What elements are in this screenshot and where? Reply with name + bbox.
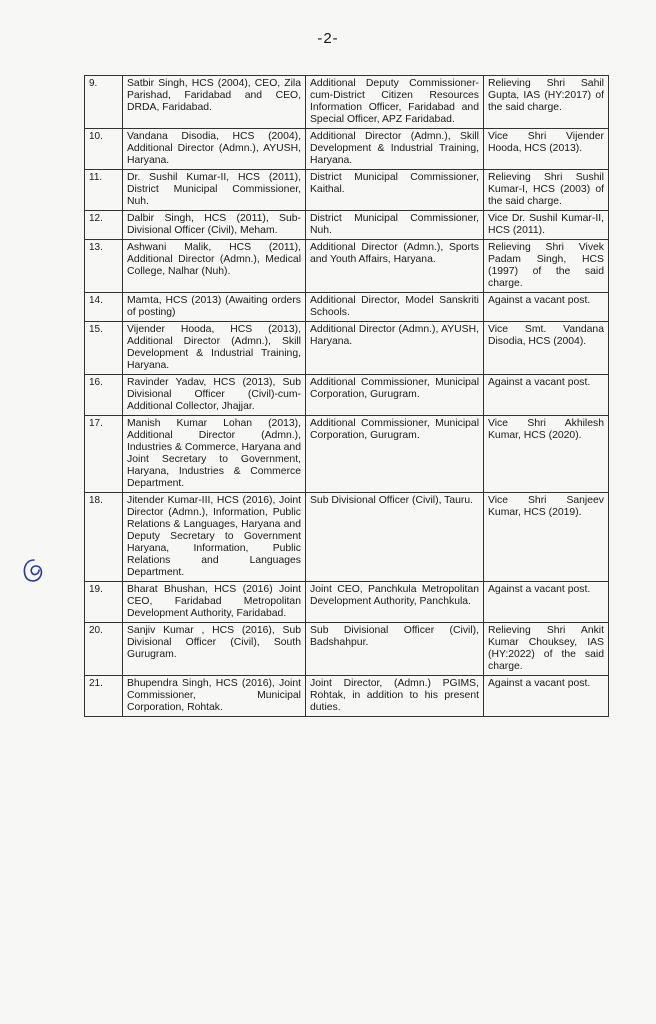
table-row (85, 240, 609, 293)
remarks: Against a vacant post. (484, 293, 609, 322)
table-row (85, 170, 609, 211)
officer-details: Vandana Disodia, HCS (2004), Additional Director (Admn.), AYUSH, Haryana. (123, 129, 306, 170)
posting-orders-table (84, 75, 609, 717)
handwritten-initial-mark (20, 556, 46, 591)
table-row (85, 493, 609, 582)
new-posting: Additional Deputy Commissioner-cum-District Citizen Resources Information Officer, Faridabad and Special Officer, APZ Faridabad. (306, 76, 484, 129)
table-row (85, 293, 609, 322)
table-row (85, 211, 609, 240)
officer-details: Ravinder Yadav, HCS (2013), Sub Divisional Officer (Civil)-cum-Additional Collector, Jhajjar. (123, 375, 306, 416)
serial-number: 19. (85, 582, 123, 623)
officer-details: Bharat Bhushan, HCS (2016) Joint CEO, Faridabad Metropolitan Development Authority, Faridabad. (123, 582, 306, 623)
officer-details: Dr. Sushil Kumar-II, HCS (2011), District Municipal Commissioner, Nuh. (123, 170, 306, 211)
new-posting: Additional Director, Model Sanskriti Schools. (306, 293, 484, 322)
table-row (85, 76, 609, 129)
table-row (85, 582, 609, 623)
officer-details: Bhupendra Singh, HCS (2016), Joint Commissioner, Municipal Corporation, Rohtak. (123, 676, 306, 717)
serial-number: 18. (85, 493, 123, 582)
new-posting: District Municipal Commissioner, Kaithal. (306, 170, 484, 211)
officer-details: Ashwani Malik, HCS (2011), Additional Director (Admn.), Medical College, Nalhar (Nuh). (123, 240, 306, 293)
remarks: Against a vacant post. (484, 375, 609, 416)
new-posting: Additional Director (Admn.), AYUSH, Haryana. (306, 322, 484, 375)
serial-number: 17. (85, 416, 123, 493)
serial-number: 9. (85, 76, 123, 129)
new-posting: Sub Divisional Officer (Civil), Badshahpur. (306, 623, 484, 676)
serial-number: 16. (85, 375, 123, 416)
remarks: Against a vacant post. (484, 676, 609, 717)
new-posting: Sub Divisional Officer (Civil), Tauru. (306, 493, 484, 582)
remarks: Vice Shri Sanjeev Kumar, HCS (2019). (484, 493, 609, 582)
officer-details: Sanjiv Kumar , HCS (2016), Sub Divisional Officer (Civil), South Gurugram. (123, 623, 306, 676)
new-posting: Additional Director (Admn.), Skill Development & Industrial Training, Haryana. (306, 129, 484, 170)
officer-details: Mamta, HCS (2013) (Awaiting orders of posting) (123, 293, 306, 322)
remarks: Relieving Shri Ankit Kumar Chouksey, IAS (HY:2022) of the said charge. (484, 623, 609, 676)
serial-number: 21. (85, 676, 123, 717)
serial-number: 12. (85, 211, 123, 240)
remarks: Relieving Shri Sahil Gupta, IAS (HY:2017) of the said charge. (484, 76, 609, 129)
new-posting: Additional Director (Admn.), Sports and Youth Affairs, Haryana. (306, 240, 484, 293)
table-row (85, 322, 609, 375)
table-row (85, 623, 609, 676)
table-row (85, 416, 609, 493)
serial-number: 10. (85, 129, 123, 170)
serial-number: 14. (85, 293, 123, 322)
new-posting: Additional Commissioner, Municipal Corporation, Gurugram. (306, 375, 484, 416)
new-posting: Additional Commissioner, Municipal Corporation, Gurugram. (306, 416, 484, 493)
remarks: Vice Shri Vijender Hooda, HCS (2013). (484, 129, 609, 170)
officer-details: Jitender Kumar-III, HCS (2016), Joint Director (Admn.), Information, Public Relations & Languages, Haryana and Deputy Secretary to Government Haryana, Information, Public Relations and Languages Department. (123, 493, 306, 582)
remarks: Against a vacant post. (484, 582, 609, 623)
serial-number: 15. (85, 322, 123, 375)
remarks: Vice Shri Akhilesh Kumar, HCS (2020). (484, 416, 609, 493)
new-posting: District Municipal Commissioner, Nuh. (306, 211, 484, 240)
table-row (85, 129, 609, 170)
officer-details: Vijender Hooda, HCS (2013), Additional Director (Admn.), Skill Development & Industrial Training, Haryana. (123, 322, 306, 375)
new-posting: Joint Director, (Admn.) PGIMS, Rohtak, in addition to his present duties. (306, 676, 484, 717)
new-posting: Joint CEO, Panchkula Metropolitan Development Authority, Panchkula. (306, 582, 484, 623)
page-number: -2- (317, 30, 339, 47)
serial-number: 13. (85, 240, 123, 293)
table-row (85, 375, 609, 416)
officer-details: Manish Kumar Lohan (2013), Additional Director (Admn.), Industries & Commerce, Haryana and Joint Secretary to Government, Haryana, Industries & Commerce Department. (123, 416, 306, 493)
serial-number: 11. (85, 170, 123, 211)
serial-number: 20. (85, 623, 123, 676)
officer-details: Satbir Singh, HCS (2004), CEO, Zila Parishad, Faridabad and CEO, DRDA, Faridabad. (123, 76, 306, 129)
remarks: Relieving Shri Vivek Padam Singh, HCS (1997) of the said charge. (484, 240, 609, 293)
table-row (85, 676, 609, 717)
remarks: Vice Dr. Sushil Kumar-II, HCS (2011). (484, 211, 609, 240)
remarks: Vice Smt. Vandana Disodia, HCS (2004). (484, 322, 609, 375)
remarks: Relieving Shri Sushil Kumar-I, HCS (2003) of the said charge. (484, 170, 609, 211)
officer-details: Dalbir Singh, HCS (2011), Sub-Divisional Officer (Civil), Meham. (123, 211, 306, 240)
